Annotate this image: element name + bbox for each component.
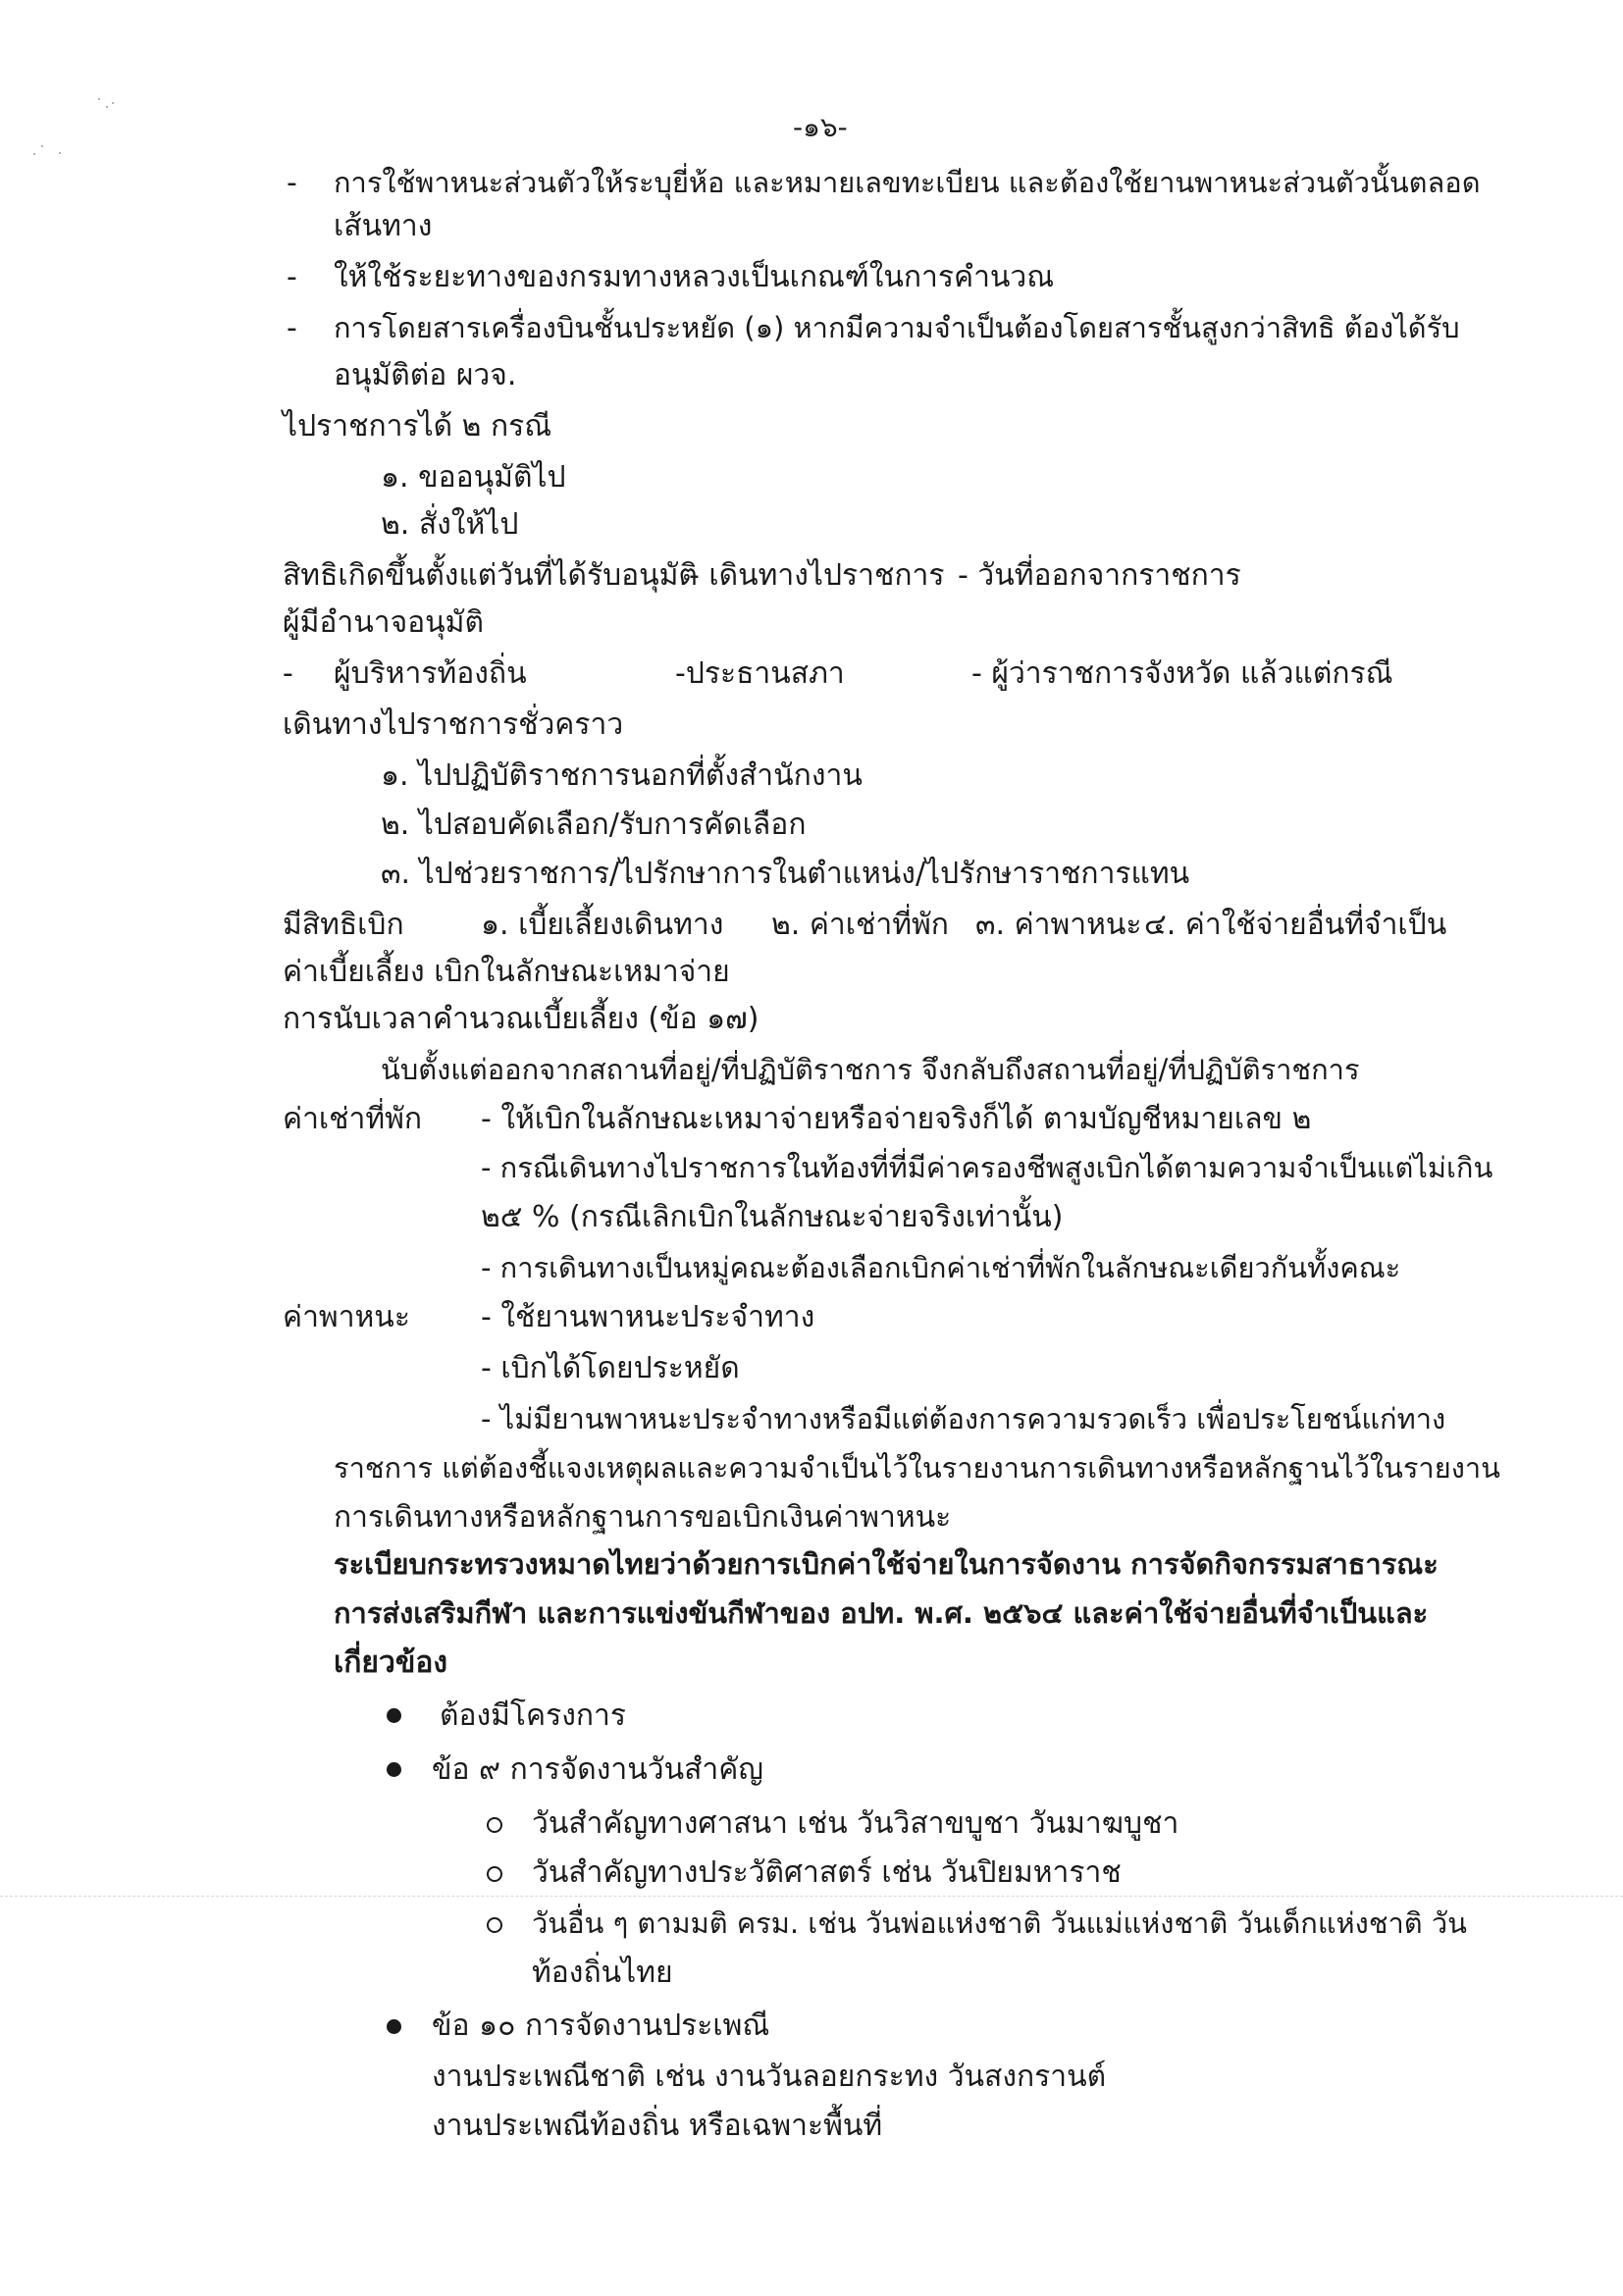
- transport-label: ค่าพาหนะ: [283, 1300, 410, 1334]
- bullet-dot: [387, 1762, 401, 1777]
- lodging-line: ๒๕ % (กรณีเลิกเบิกในลักษณะจ่ายจริงเท่านั้น): [481, 1200, 1064, 1234]
- sub-bullet-ring: [487, 1917, 502, 1933]
- vehicle-rule: ให้ใช้ระยะทางของกรมทางหลวงเป็นเกณฑ์ในการคำนวณ: [334, 260, 1055, 294]
- section-heading: เดินทางไปราชการชั่วคราว: [283, 707, 624, 742]
- entitlements-label: มีสิทธิเบิก: [283, 908, 404, 942]
- regulation-title-line: การส่งเสริมกีฬา และการแข่งขันกีฬาของ อปท. พ.ศ. ๒๕๖๔ และค่าใช้จ่ายอื่นที่จำเป็นและ: [334, 1596, 1429, 1630]
- section-heading: การนับเวลาคำนวณเบี้ยเลี้ยง (ข้อ ๑๗): [283, 1002, 759, 1036]
- approver: -ประธานสภา: [675, 656, 845, 691]
- bullet-dot: [387, 2019, 401, 2034]
- lodging-line: - กรณีเดินทางไปราชการในท้องที่ที่มีค่าครองชีพสูงเบิกได้ตามความจำเป็นแต่ไม่เกิน: [481, 1151, 1493, 1184]
- scan-speck: [41, 145, 43, 147]
- bullet-line: งานประเพณีท้องถิ่น หรือเฉพาะพื้นที่: [432, 2109, 883, 2143]
- list-item: ๑. ไปปฏิบัติราชการนอกที่ตั้งสำนักงาน: [381, 758, 863, 793]
- page-number: -๑๖-: [793, 111, 848, 143]
- approver: ผู้บริหารท้องถิ่น: [334, 656, 527, 691]
- dash-marker: -: [283, 656, 293, 691]
- list-item: ๒. สั่งให้ไป: [381, 507, 519, 542]
- dash-marker: -: [287, 311, 297, 345]
- lodging-line: - การเดินทางเป็นหมู่คณะต้องเลือกเบิกค่าเช่าที่พักในลักษณะเดียวกันทั้งคณะ: [481, 1251, 1401, 1284]
- sub-bullet-text: วันอื่น ๆ ตามมติ ครม. เช่น วันพ่อแห่งชาติ วันแม่แห่งชาติ วันเด็กแห่งชาติ วัน: [532, 1906, 1467, 1940]
- scan-speck: [98, 98, 100, 100]
- vehicle-rule: เส้นทาง: [334, 209, 433, 243]
- sub-bullet-text: วันสำคัญทางประวัติศาสตร์ เช่น วันปิยมหาราช: [532, 1855, 1122, 1890]
- entitlement-item: ๑. เบี้ยเลี้ยงเดินทาง: [481, 908, 724, 942]
- vehicle-rule: อนุมัติต่อ ผวจ.: [334, 358, 517, 392]
- scan-speck: [112, 102, 114, 104]
- bullet-text: ข้อ ๑๐ การจัดงานประเพณี: [432, 2009, 770, 2043]
- sub-bullet-text: ท้องถิ่นไทย: [532, 1956, 673, 1990]
- sub-bullet-text: วันสำคัญทางศาสนา เช่น วันวิสาขบูชา วันมาฆบูชา: [532, 1806, 1179, 1841]
- bullet-line: งานประเพณีชาติ เช่น งานวันลอยกระทง วันสงกรานต์: [432, 2060, 1107, 2094]
- regulation-title-line: เกี่ยวข้อง: [334, 1645, 448, 1680]
- lodging-line: - ให้เบิกในลักษณะเหมาจ่ายหรือจ่ายจริงก็ได้ ตามบัญชีหมายเลข ๒: [481, 1102, 1312, 1136]
- sub-bullet-ring: [487, 1866, 502, 1882]
- vehicle-rule: การโดยสารเครื่องบินชั้นประหยัด (๑) หากมีความจำเป็นต้องโดยสารชั้นสูงกว่าสิทธิ ต้องได้รับ: [334, 311, 1460, 344]
- section-heading: ผู้มีอำนาจอนุมัติ: [283, 605, 484, 640]
- list-item: ๓. ไปช่วยราชการ/ไปรักษาการในตำแหน่ง/ไปรักษาราชการแทน: [381, 857, 1190, 891]
- rights-text: สิทธิเกิดขึ้นตั้งแต่วันที่ได้รับอนุมัติ: [283, 558, 698, 593]
- entitlement-item: ๔. ค่าใช้จ่ายอื่นที่จำเป็น: [1144, 908, 1447, 942]
- scan-speck: [106, 106, 108, 108]
- transport-line: - ไม่มียานพาหนะประจำทางหรือมีแต่ต้องการความรวดเร็ว เพื่อประโยชน์แก่ทาง: [481, 1402, 1446, 1435]
- bullet-text: ข้อ ๙ การจัดงานวันสำคัญ: [432, 1752, 763, 1787]
- transport-line: การเดินทางหรือหลักฐานการขอเบิกเงินค่าพาหนะ: [334, 1500, 952, 1535]
- scan-seam: [0, 1896, 1623, 1897]
- rights-option: - เดินทางไปราชการ: [689, 558, 945, 593]
- sub-bullet-ring: [487, 1817, 502, 1833]
- allowance-line: ค่าเบี้ยเลี้ยง เบิกในลักษณะเหมาจ่าย: [283, 955, 730, 989]
- scan-speck: [33, 153, 35, 155]
- section-heading: ไปราชการได้ ๒ กรณี: [283, 409, 552, 444]
- regulation-title-line: ระเบียบกระทรวงหมาดไทยว่าด้วยการเบิกค่าใช้จ่ายในการจัดงาน การจัดกิจกรรมสาธารณะ: [334, 1547, 1439, 1581]
- dash-marker: -: [287, 260, 297, 294]
- bullet-dot: [387, 1708, 401, 1723]
- entitlement-item: ๒. ค่าเช่าที่พัก: [771, 908, 949, 942]
- transport-line: - เบิกได้โดยประหยัด: [481, 1351, 740, 1385]
- dash-marker: -: [287, 166, 297, 200]
- vehicle-rule: การใช้พาหนะส่วนตัวให้ระบุยี่ห้อ และหมายเลขทะเบียน และต้องใช้ยานพาหนะส่วนตัวนั้นตลอด: [334, 166, 1481, 199]
- scan-speck: [59, 152, 61, 154]
- time-calc-detail: นับตั้งแต่ออกจากสถานที่อยู่/ที่ปฏิบัติราชการ จึงกลับถึงสถานที่อยู่/ที่ปฏิบัติราชการ: [381, 1053, 1360, 1086]
- transport-line: - ใช้ยานพาหนะประจำทาง: [481, 1300, 815, 1334]
- approver: - ผู้ว่าราชการจังหวัด แล้วแต่กรณี: [971, 656, 1393, 691]
- list-item: ๒. ไปสอบคัดเลือก/รับการคัดเลือก: [381, 808, 807, 842]
- bullet-text: ต้องมีโครงการ: [440, 1698, 626, 1733]
- rights-option: - วันที่ออกจากราชการ: [958, 558, 1241, 593]
- entitlement-item: ๓. ค่าพาหนะ: [975, 908, 1142, 942]
- list-item: ๑. ขออนุมัติไป: [381, 460, 566, 495]
- transport-line: ราชการ แต่ต้องชี้แจงเหตุผลและความจำเป็นไว้ในรายงานการเดินทางหรือหลักฐานไว้ในรายงาน: [334, 1451, 1500, 1485]
- lodging-label: ค่าเช่าที่พัก: [283, 1102, 423, 1136]
